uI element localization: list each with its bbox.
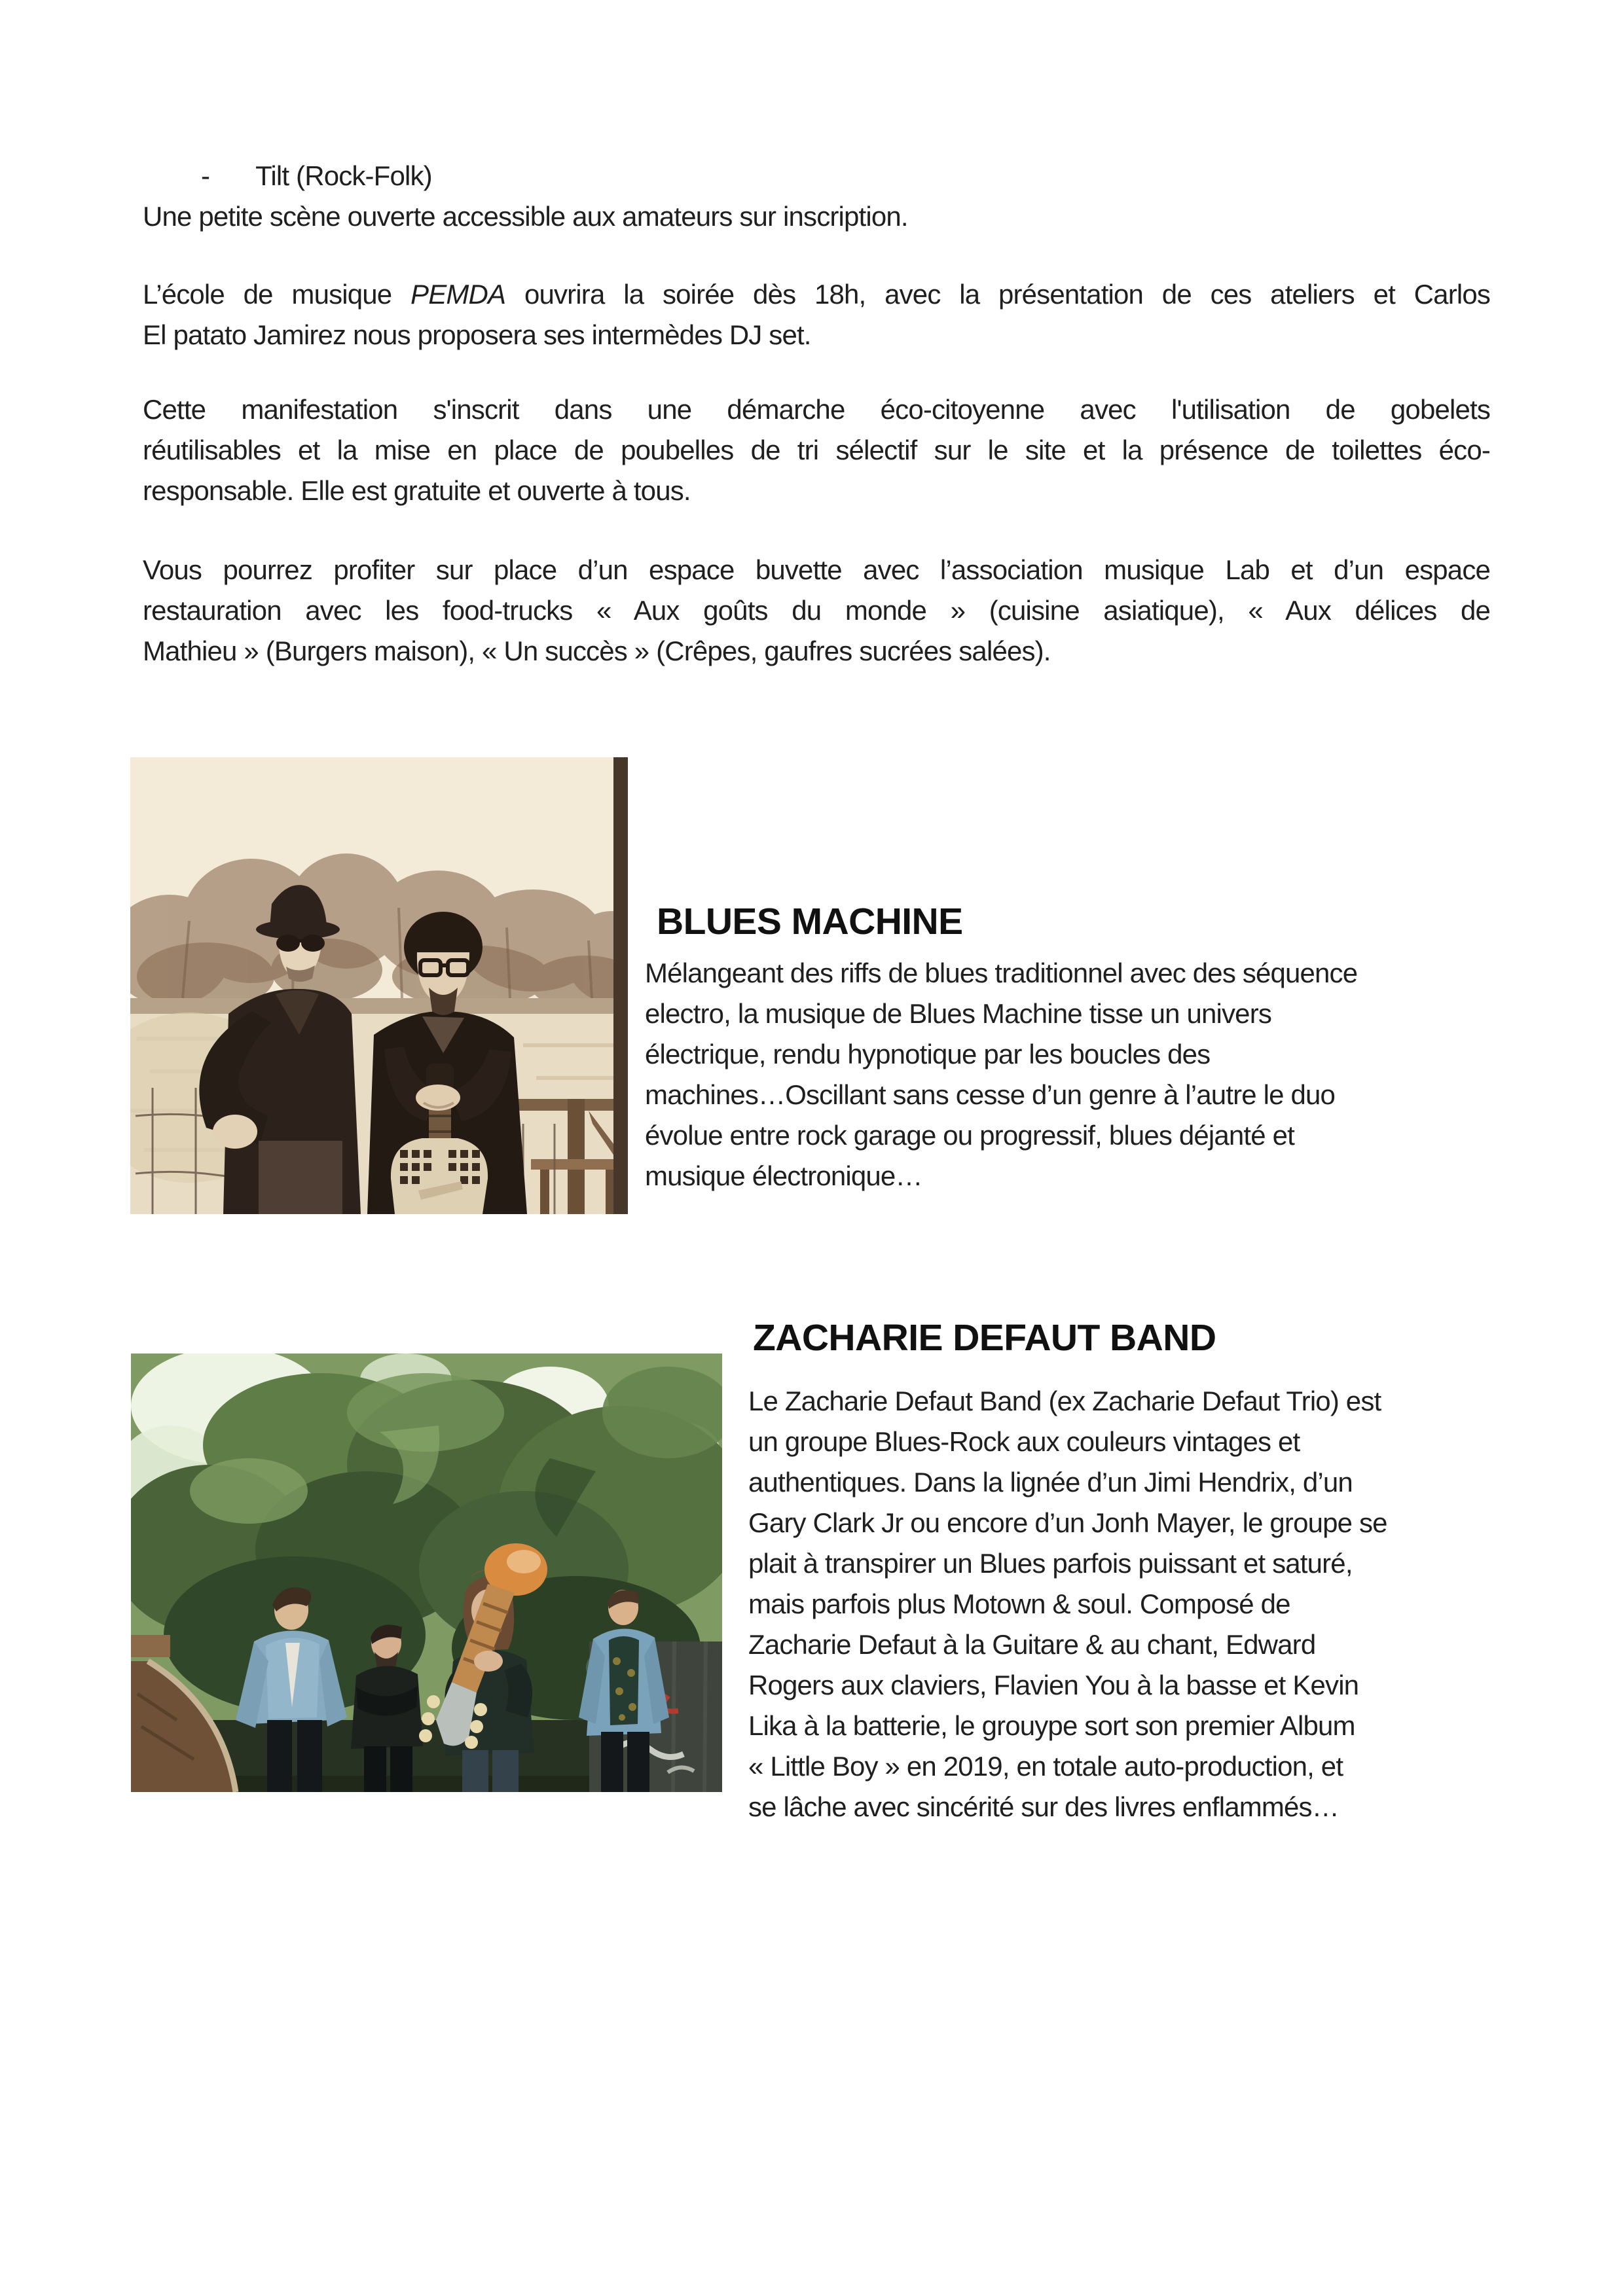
zacharie-line: « Little Boy » en 2019, en totale auto-production, et — [748, 1751, 1343, 1782]
blues-machine-description — [645, 953, 1516, 1196]
paragraph-buvette-line2: restauration avec les food-trucks « Aux goûts du monde » (cuisine asiatique), « Aux délices de — [143, 595, 1490, 626]
blues-machine-photo — [130, 757, 628, 1214]
paragraph-ecole — [143, 274, 1490, 355]
p1-line1-after: ouvrira la soirée dès 18h, avec la présentation de ces ateliers et Carlos — [505, 279, 1491, 310]
zacharie-line: Gary Clark Jr ou encore d’un Jonh Mayer, le groupe se — [748, 1507, 1387, 1538]
zacharie-line: plait à transpirer un Blues parfois puissant et saturé, — [748, 1548, 1353, 1579]
paragraph-ecole-line2: El patato Jamirez nous proposera ses intermèdes DJ set. — [143, 319, 811, 350]
paragraph-buvette — [143, 550, 1490, 672]
paragraph-eco-line2: réutilisables et la mise en place de poubelles de tri sélectif sur le site et la présence de toilettes éco- — [143, 435, 1490, 465]
photo1-far-bank — [130, 998, 628, 1014]
zacharie-line: authentiques. Dans la lignée d’un Jimi Hendrix, d’un — [748, 1467, 1353, 1498]
open-scene-line: Une petite scène ouverte accessible aux amateurs sur inscription. — [143, 201, 908, 232]
blues-machine-photo-art — [130, 757, 628, 1214]
paragraph-eco-line3: responsable. Elle est gratuite et ouverte à tous. — [143, 475, 691, 506]
zacharie-heading: ZACHARIE DEFAUT BAND — [753, 1317, 1216, 1359]
blues-machine-line: machines…Oscillant sans cesse d’un genre à l’autre le duo — [645, 1079, 1336, 1110]
zacharie-band-photo — [131, 1354, 722, 1792]
photo1-edge-post — [613, 757, 628, 1214]
blues-machine-line: electro, la musique de Blues Machine tisse un univers — [645, 998, 1271, 1029]
zacharie-line: Zacharie Defaut à la Guitare & au chant, Edward — [748, 1629, 1316, 1660]
blues-machine-heading: BLUES MACHINE — [657, 901, 963, 942]
paragraph-eco-line1: Cette manifestation s'inscrit dans une démarche éco-citoyenne avec l'utilisation de gobelets — [143, 394, 1490, 425]
p1-line1-italic: PEMDA — [410, 279, 506, 310]
zacharie-line: Le Zacharie Defaut Band (ex Zacharie Defaut Trio) est — [748, 1386, 1381, 1416]
paragraph-buvette-line3: Mathieu » (Burgers maison), « Un succès » (Crêpes, gaufres sucrées salées). — [143, 636, 1051, 666]
photo2-guitar-hand — [474, 1651, 503, 1672]
zacharie-band-photo-art — [131, 1354, 722, 1792]
paragraph-buvette-line1: Vous pourrez profiter sur place d’un espace buvette avec l’association musique Lab et d’un espace — [143, 554, 1490, 585]
zacharie-line: un groupe Blues-Rock aux couleurs vintages et — [748, 1426, 1300, 1457]
zacharie-line: se lâche avec sincérité sur des livres enflammés… — [748, 1791, 1339, 1822]
bullet-marker: - — [201, 160, 210, 191]
p1-line1-before: L’école de musique — [143, 279, 411, 310]
blues-machine-line: musique électronique… — [645, 1160, 922, 1191]
blues-machine-line: évolue entre rock garage ou progressif, blues déjanté et — [645, 1120, 1294, 1151]
zacharie-line: Lika à la batterie, le grouype sort son premier Album — [748, 1710, 1355, 1741]
bullet-label: Tilt (Rock-Folk) — [255, 160, 432, 191]
blues-machine-line: électrique, rendu hypnotique par les boucles des — [645, 1039, 1211, 1069]
zacharie-line: Rogers aux claviers, Flavien You à la basse et Kevin — [748, 1670, 1359, 1700]
bullet-line — [201, 156, 432, 196]
zacharie-description — [748, 1381, 1521, 1827]
zacharie-line: mais parfois plus Motown & soul. Composé de — [748, 1588, 1290, 1619]
paragraph-ecole-line1 — [143, 274, 1490, 315]
paragraph-eco-citoyenne — [143, 389, 1490, 511]
blues-machine-line: Mélangeant des riffs de blues traditionnel avec des séquence — [645, 958, 1358, 988]
